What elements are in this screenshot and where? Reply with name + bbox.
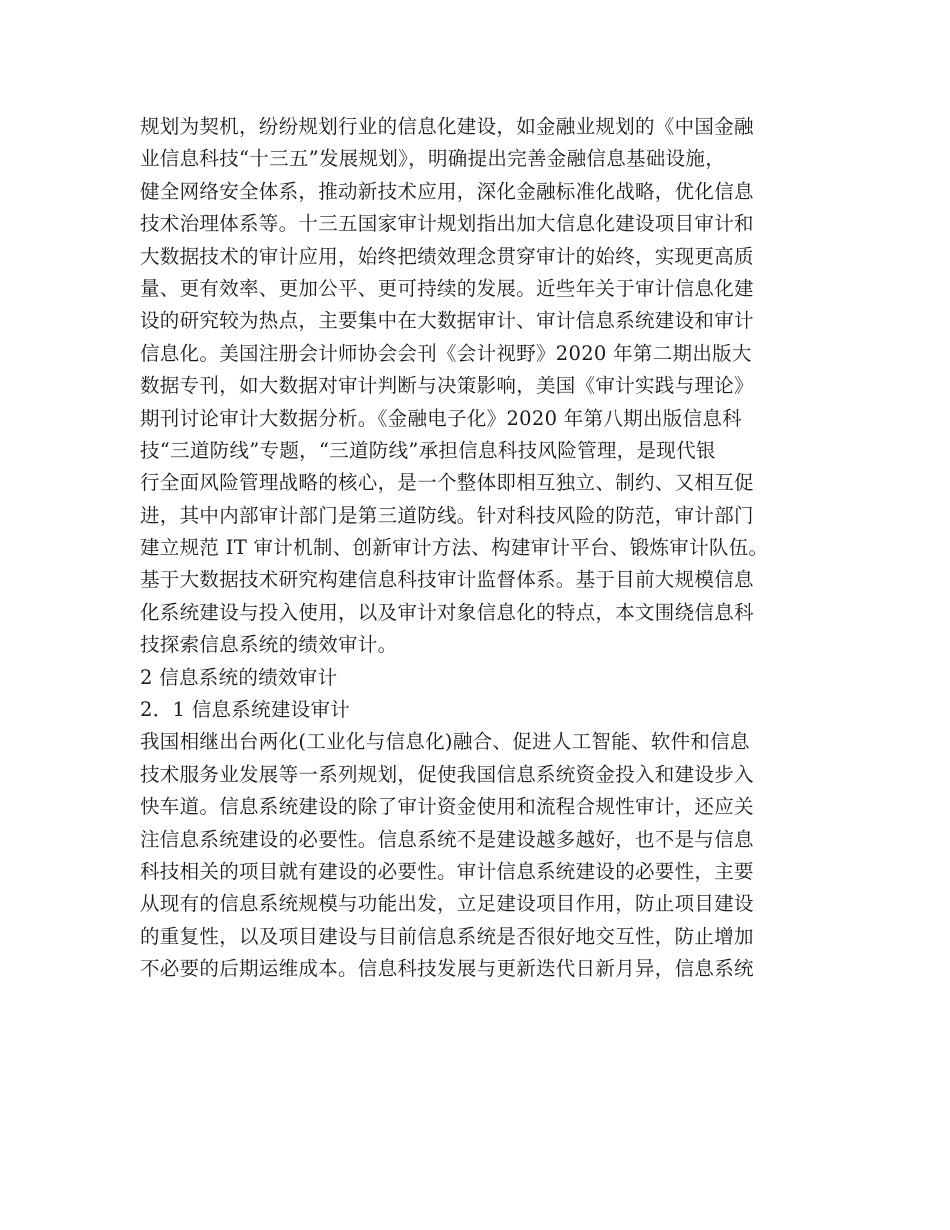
text-line: 数据专刊，如大数据对审计判断与决策影响，美国《审计实践与理论》 [140,374,754,398]
text-line: 技术服务业发展等一系列规划，促使我国信息系统资金投入和建设步入 [140,762,754,786]
text-line: 行全面风险管理战略的核心，是一个整体即相互独立、制约、又相互促 [140,471,754,495]
text-line: 期刊讨论审计大数据分析。《金融电子化》2020 年第八期出版信息科 [140,406,742,430]
text-line: 我国相继出台两化(工业化与信息化)融合、促进人工智能、软件和信息 [140,730,750,754]
text-line: 进，其中内部审计部门是第三道防线。针对科技风险的防范，审计部门 [140,503,754,527]
body-text [140,111,840,986]
text-line: 设的研究较为热点，主要集中在大数据审计、审计信息系统建设和审计 [140,309,754,333]
text-line: 信息化。美国注册会计师协会会刊《会计视野》2020 年第二期出版大 [140,341,752,365]
text-line: 快车道。信息系统建设的除了审计资金使用和流程合规性审计，还应关 [140,795,754,819]
text-line: 大数据技术的审计应用，始终把绩效理念贯穿审计的始终，实现更高质 [140,244,754,268]
section-heading: 2 信息系统的绩效审计 [140,665,338,689]
text-line: 建立规范 IT 审计机制、创新审计方法、构建审计平台、锻炼审计队伍。 [140,536,769,560]
text-line: 技“三道防线”专题，“三道防线”承担信息科技风险管理，是现代银 [140,438,716,462]
text-line: 规划为契机，纷纷规划行业的信息化建设，如金融业规划的《中国金融 [140,115,754,138]
text-line: 技探索信息系统的绩效审计。 [140,633,398,657]
text-line: 的重复性，以及项目建设与目前信息系统是否很好地交互性，防止增加 [140,924,754,948]
text-line: 技术治理体系等。十三五国家审计规划指出加大信息化建设项目审计和 [140,212,754,236]
text-line: 量、更有效率、更加公平、更可持续的发展。近些年关于审计信息化建 [140,276,754,300]
subsection-heading: 2．1 信息系统建设审计 [140,698,351,722]
text-line: 健全网络安全体系，推动新技术应用，深化金融标准化战略，优化信息 [140,179,754,203]
text-line: 不必要的后期运维成本。信息科技发展与更新迭代日新月异，信息系统 [140,957,754,981]
text-line: 化系统建设与投入使用，以及审计对象信息化的特点，本文围绕信息科 [140,600,754,624]
text-line: 业信息科技“十三五”发展规划》，明确提出完善金融信息基础设施， [140,147,725,171]
text-line: 注信息系统建设的必要性。信息系统不是建设越多越好，也不是与信息 [140,827,754,851]
text-line: 从现有的信息系统规模与功能出发，立足建设项目作用，防止项目建设 [140,892,754,916]
text-line: 科技相关的项目就有建设的必要性。审计信息系统建设的必要性，主要 [140,859,754,883]
text-line: 基于大数据技术研究构建信息科技审计监督体系。基于目前大规模信息 [140,568,754,592]
